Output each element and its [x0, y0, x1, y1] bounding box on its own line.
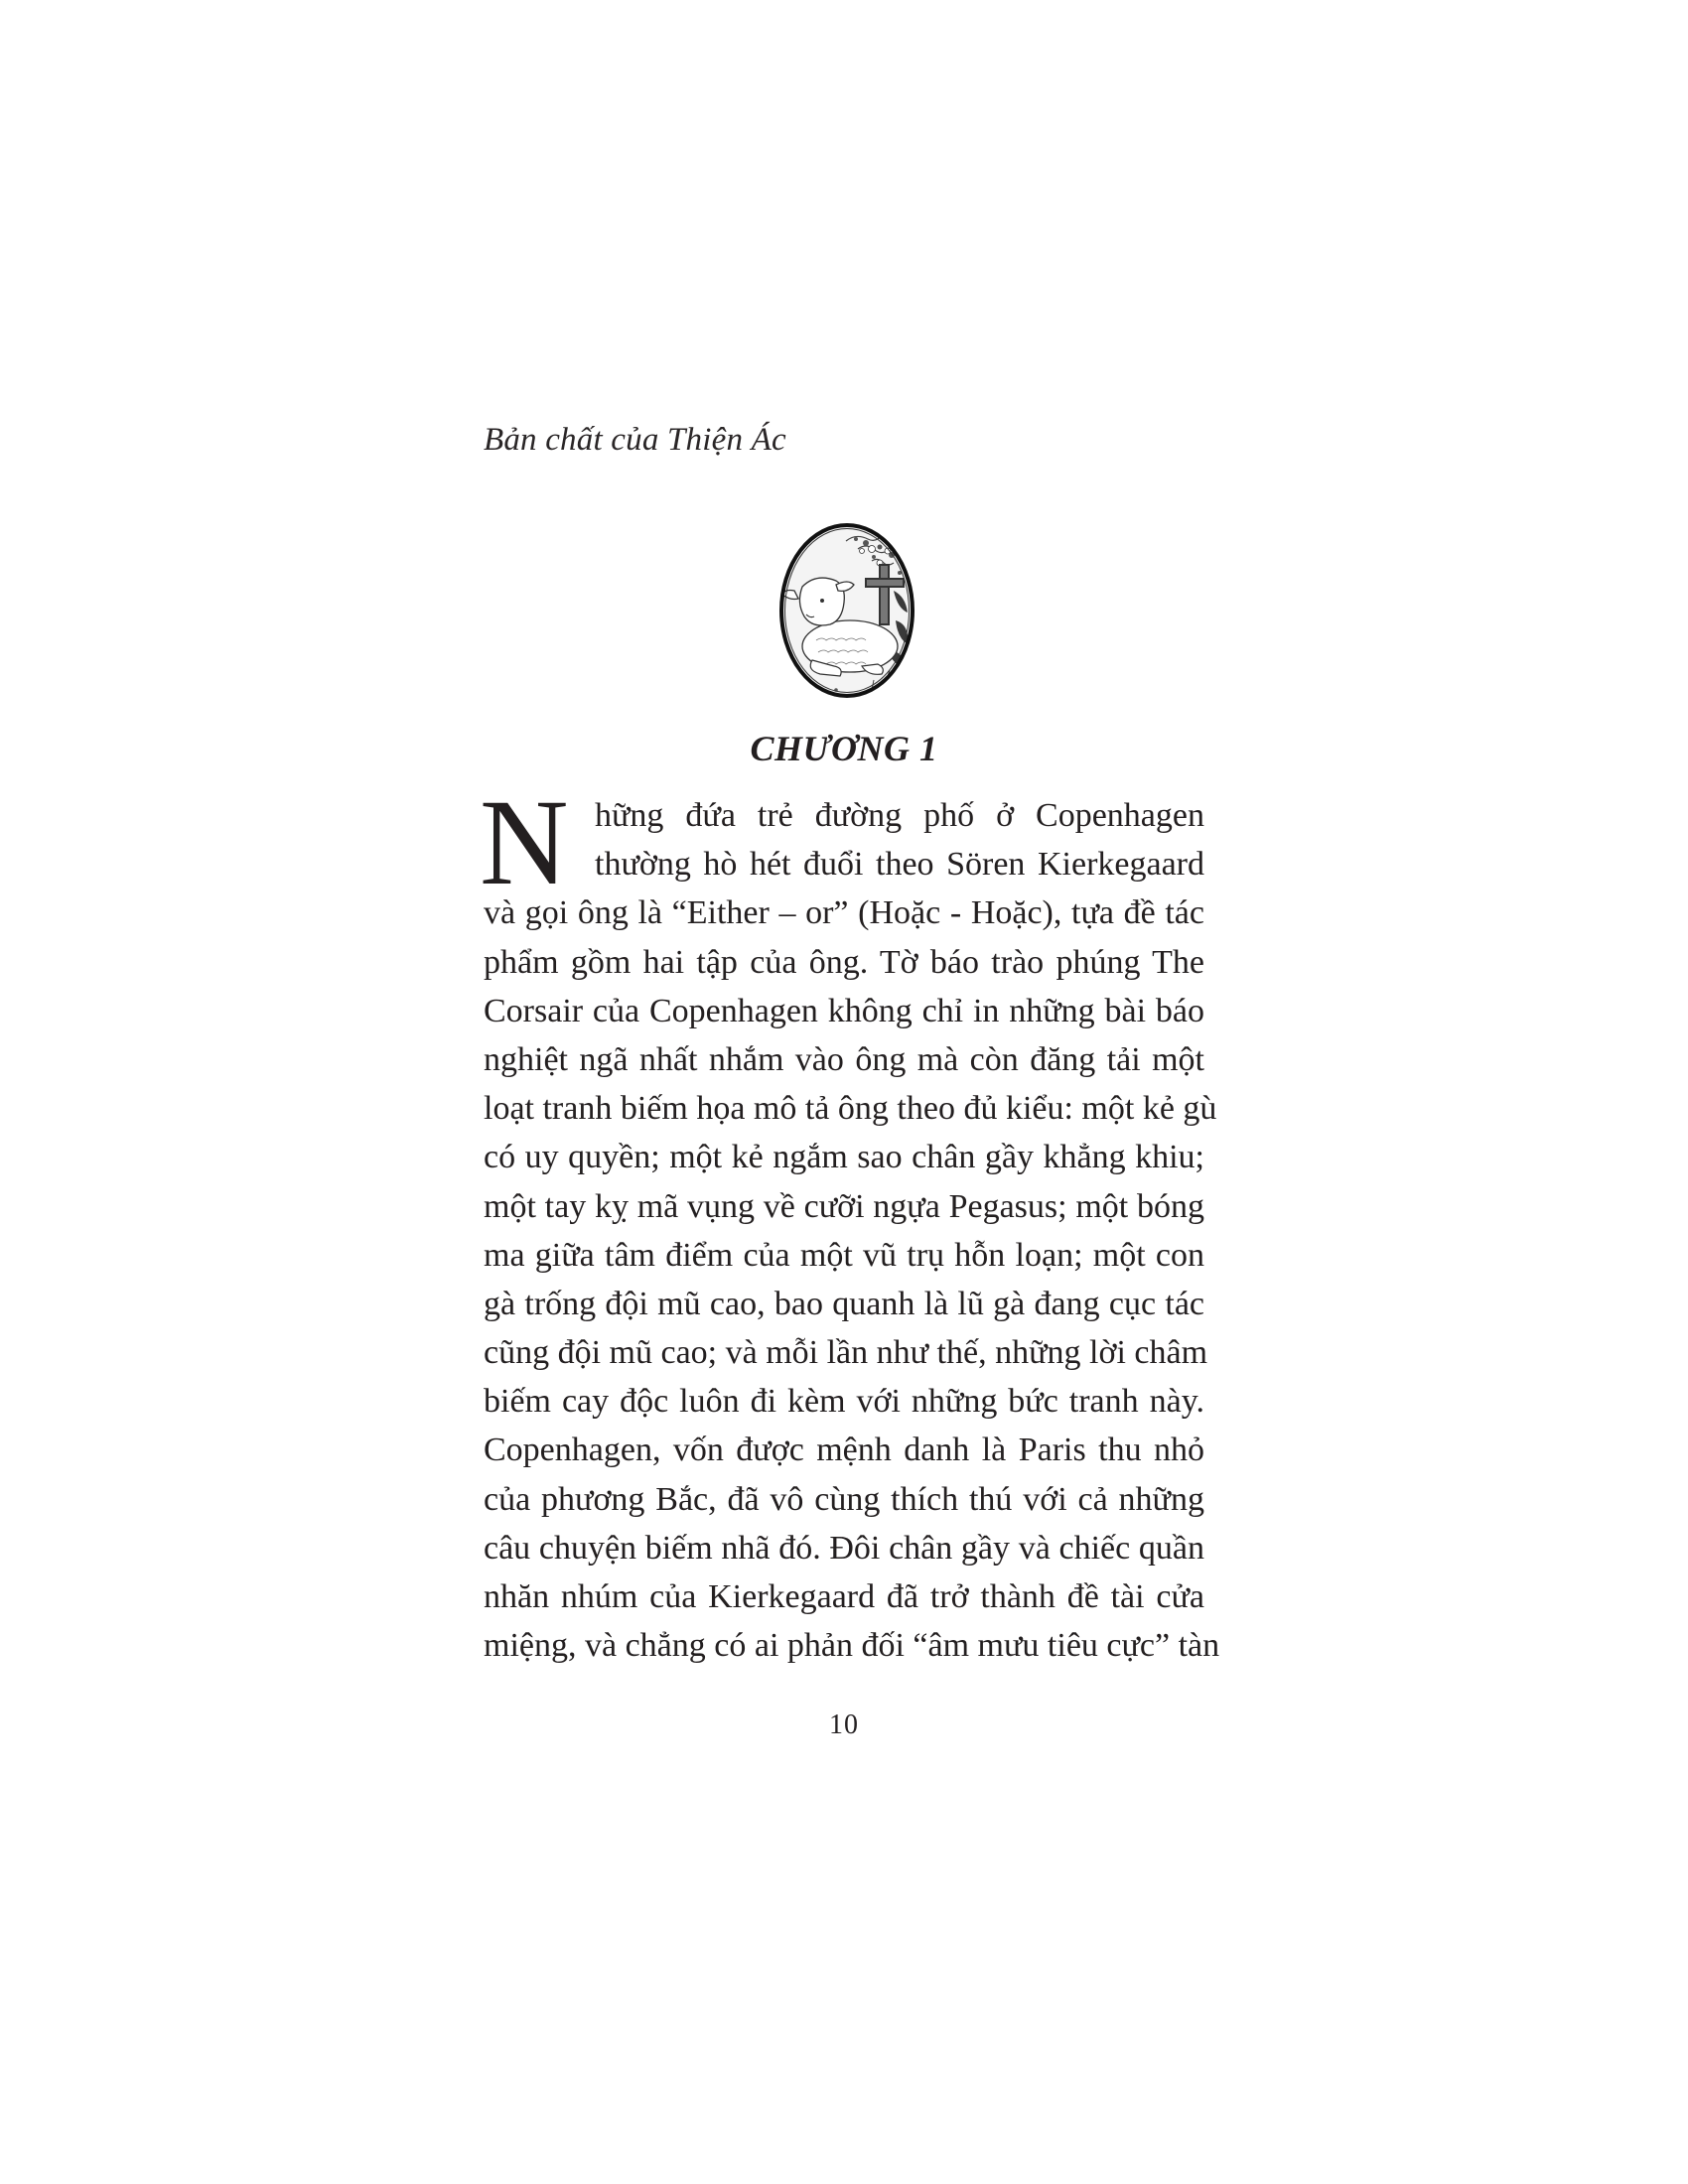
text-line: câu chuyện biếm nhã đó. Đôi chân gầy và chiếc quần: [484, 1529, 1204, 1567]
text-line: gà trống đội mũ cao, bao quanh là lũ gà đang cục tác: [484, 1285, 1204, 1322]
page-number: 10: [829, 1709, 859, 1740]
text-line: thường hò hét đuổi theo Sören Kierkegaard: [595, 846, 1204, 884]
text-line: nghiệt ngã nhất nhắm vào ông mà còn đăng tải một: [484, 1040, 1204, 1078]
text-line: biếm cay độc luôn đi kèm với những bức tranh này.: [484, 1383, 1204, 1421]
text-line: có uy quyền; một kẻ ngắm sao chân gầy khẳng khiu;: [484, 1139, 1204, 1176]
text-line: và gọi ông là “Either – or” (Hoặc - Hoặc), tựa đề tác: [484, 894, 1204, 932]
body-text: [480, 774, 1220, 1670]
text-line: ma giữa tâm điểm của một vũ trụ hỗn loạn; một con: [484, 1236, 1204, 1274]
drop-cap: N: [480, 774, 569, 910]
text-line: Corsair của Copenhagen không chỉ in những bài báo: [484, 992, 1204, 1029]
text-line: phẩm gồm hai tập của ông. Tờ báo trào phúng The: [484, 943, 1204, 981]
text-line: nhăn nhúm của Kierkegaard đã trở thành đề tài cửa: [484, 1578, 1204, 1615]
running-header: Bản chất của Thiện Ác: [484, 422, 786, 458]
text-line: một tay kỵ mã vụng về cưỡi ngựa Pegasus; một bóng: [484, 1187, 1204, 1225]
text-line: miệng, và chẳng có ai phản đối “âm mưu tiêu cực” tàn: [484, 1627, 1220, 1665]
lamb-illustration-icon: [776, 521, 917, 700]
text-line: loạt tranh biếm họa mô tả ông theo đủ kiểu: một kẻ gù: [484, 1090, 1217, 1128]
text-line: Copenhagen, vốn được mệnh danh là Paris thu nhỏ: [484, 1432, 1204, 1469]
text-line: hững đứa trẻ đường phố ở Copenhagen: [595, 797, 1204, 834]
text-line: cũng đội mũ cao; và mỗi lần như thế, những lời châm: [484, 1334, 1208, 1372]
text-line: của phương Bắc, đã vô cùng thích thú với cả những: [484, 1480, 1204, 1518]
chapter-title: CHƯƠNG 1: [750, 729, 938, 768]
